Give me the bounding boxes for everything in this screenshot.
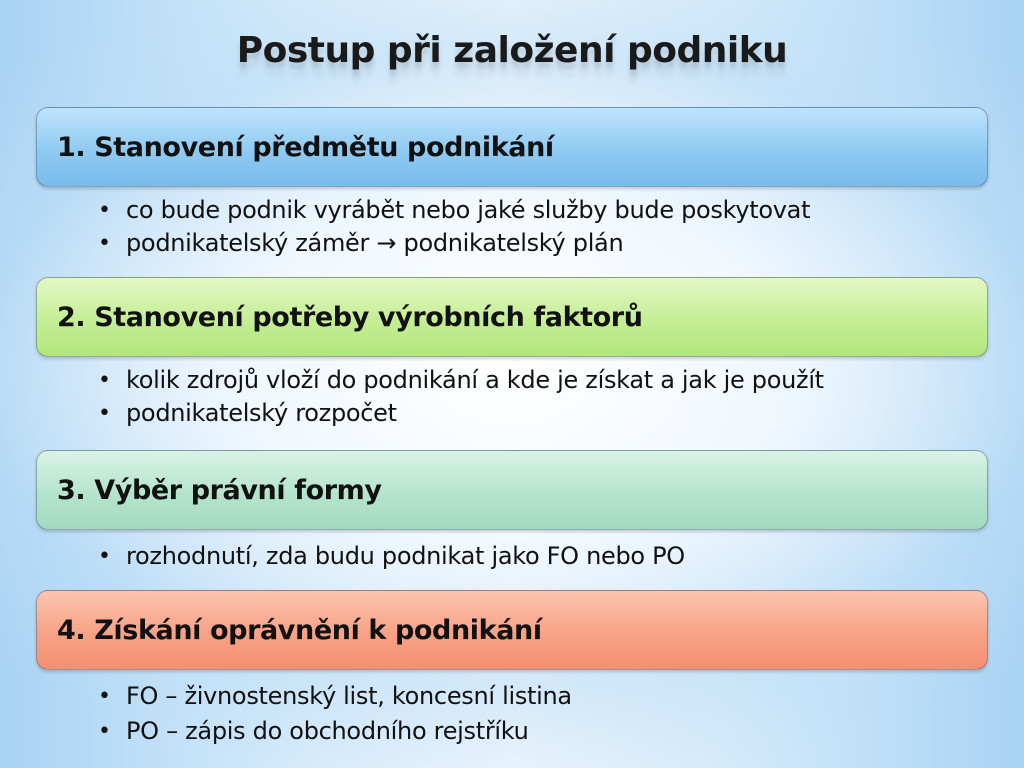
bullet-text: co bude podnik vyrábět nebo jaké služby bude poskytovat (126, 196, 811, 224)
bullet-icon: • (98, 198, 111, 223)
bullet-text: PO – zápis do obchodního rejstříku (126, 717, 529, 745)
step-3-heading: 3. Výběr právní formy (57, 474, 382, 506)
step-4-bullet-list (98, 679, 572, 749)
bullet-text: FO – živnostenský list, koncesní listina (126, 682, 572, 710)
bullet-icon: • (98, 719, 111, 744)
bullet-icon: • (98, 231, 111, 256)
slide-title: Postup při založení podniku (236, 30, 788, 71)
step-2-header (36, 277, 988, 357)
bullet-icon: • (98, 368, 111, 393)
list-item (98, 679, 572, 714)
bullet-text: podnikatelský záměr → podnikatelský plán (126, 229, 624, 257)
bullet-text: kolik zdrojů vloží do podnikání a kde je získat a jak je použít (126, 366, 824, 394)
list-item (98, 227, 810, 260)
bullet-text: rozhodnutí, zda budu podnikat jako FO nebo PO (126, 542, 685, 570)
step-2-bullet-list (98, 364, 824, 430)
list-item (98, 364, 824, 397)
step-4-heading: 4. Získání oprávnění k podnikání (57, 614, 542, 646)
bullet-text: podnikatelský rozpočet (126, 399, 397, 427)
bullet-icon: • (98, 544, 111, 569)
step-3-bullet-list (98, 540, 685, 573)
bullet-icon: • (98, 401, 111, 426)
step-1-bullet-list (98, 194, 810, 260)
step-4-header (36, 590, 988, 670)
list-item (98, 194, 810, 227)
list-item (98, 540, 685, 573)
step-2-heading: 2. Stanovení potřeby výrobních faktorů (57, 301, 643, 333)
step-3-header (36, 450, 988, 530)
list-item (98, 714, 572, 749)
list-item (98, 397, 824, 430)
bullet-icon: • (98, 684, 111, 709)
step-1-heading: 1. Stanovení předmětu podnikání (57, 131, 554, 163)
step-1-header (36, 107, 988, 187)
